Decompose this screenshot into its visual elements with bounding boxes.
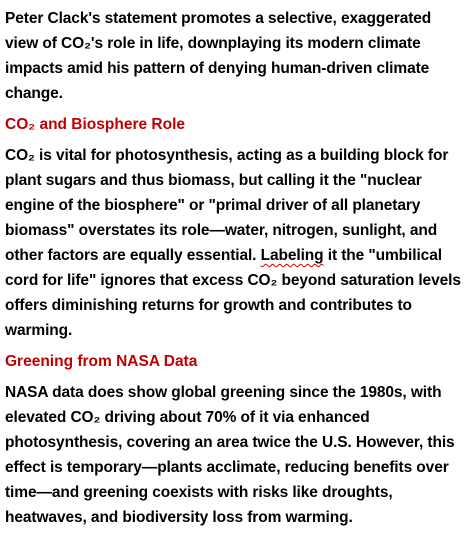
section-heading-co2-biosphere: CO₂ and Biosphere Role [5,116,185,133]
paragraph-text-part: it the "umbilical cord for life" ignores that excess CO₂ beyond saturation levels offers diminishing returns for growth and contributes to warming. [5,247,461,339]
document-body [5,6,463,536]
section-paragraph-greening-nasa: NASA data does show global greening since the 1980s, with elevated CO₂ driving about 70% of it via enhanced photosynthesis, covering an area twice the U.S. However, this effect is temporary—plants acclimate, reducing benefits over time—and greening coexists with risks like droughts, heatwaves, and biodiversity loss from warming. [5,384,455,526]
section-paragraph-co2-biosphere [5,143,463,343]
intro-paragraph: Peter Clack's statement promotes a selective, exaggerated view of CO₂'s role in life, downplaying its modern climate impacts amid his pattern of denying human-driven climate change. [5,10,432,102]
paragraph-text-part: CO₂ is vital for photosynthesis, acting as a building block for plant sugars and thus biomass, but calling it the "nuclear engine of the biosphere" or "primal driver of all planetary biomass" overstates its role—water, nitrogen, sunlight, and other factors are equally essential. [5,147,449,264]
spellcheck-flagged-word[interactable]: Labeling [260,247,324,264]
section-heading-greening-nasa: Greening from NASA Data [5,353,198,370]
